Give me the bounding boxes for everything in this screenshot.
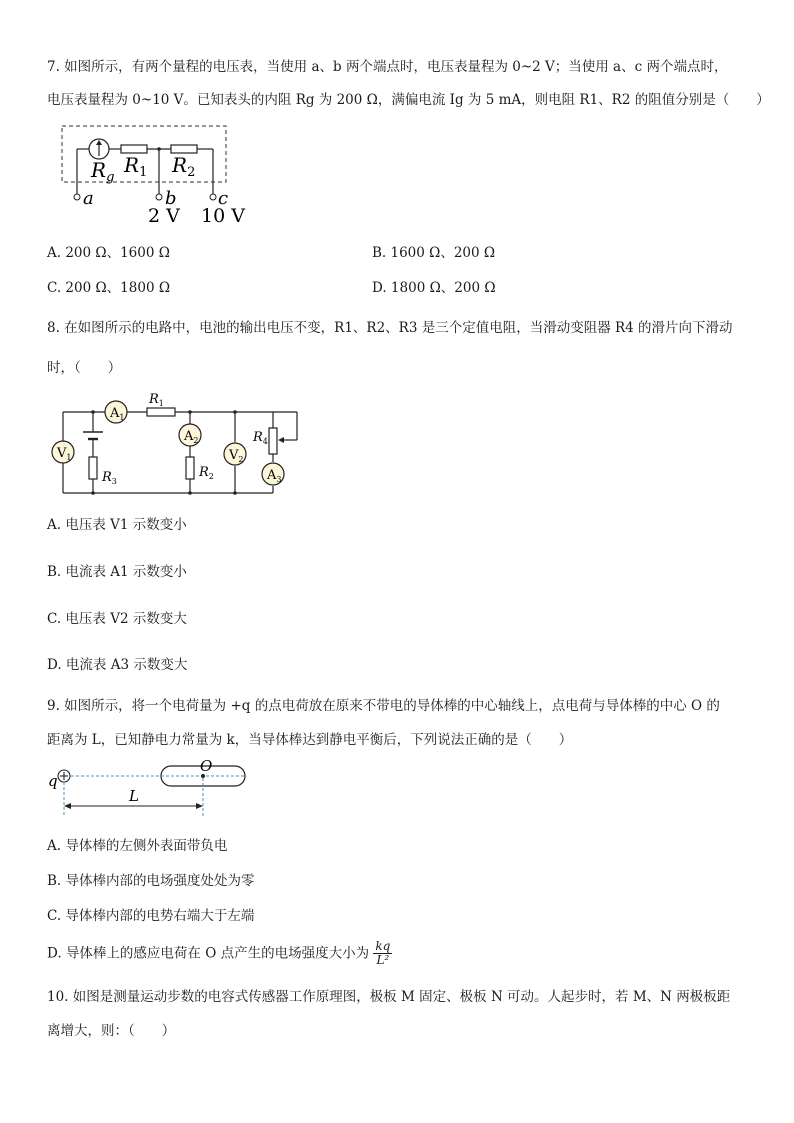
svg-text:A2: $A_2$: [184, 429, 199, 445]
q7-option-b[interactable]: B. 1600 Ω、200 Ω: [372, 245, 496, 261]
voltmeter-v2-icon: [224, 443, 246, 465]
label-r1: $R_1$: [124, 153, 148, 180]
voltmeter-v1-icon: [52, 441, 74, 463]
q8-option-d[interactable]: D. 电流表 A3 示数变大: [47, 657, 188, 673]
ammeter-a1-icon: [105, 401, 127, 423]
ammeter-a3-icon: [262, 463, 284, 485]
q7-stem-line1: 7. 如图所示，有两个量程的电压表，当使用 a、b 两个端点时，电压表量程为 0~2 V；当使用 a、c 两个端点时，: [47, 59, 728, 75]
q7-stem-line2: 电压表量程为 0~10 V。已知表头的内阻 Rg 为 200 Ω，满偏电流 Ig 为 5 mA，则电阻 R1、R2 的阻值分别是（ ）: [47, 92, 770, 108]
q8-option-c[interactable]: C. 电压表 V2 示数变大: [47, 611, 187, 627]
label-r2: $R_2$: [199, 465, 214, 481]
q8-stem-line2: 时，（ ）: [47, 360, 122, 376]
fraction-denominator: L²: [376, 953, 390, 967]
label-r1: $R_1$: [149, 392, 164, 408]
q9-option-a[interactable]: A. 导体棒的左侧外表面带负电: [47, 838, 228, 854]
q8-stem-line1: 8. 在如图所示的电路中，电池的输出电压不变，R1、R2、R3 是三个定值电阻，当滑动变阻器 R4 的滑片向下滑动: [47, 320, 733, 336]
terminal-c: [210, 194, 216, 200]
r3-resistor: [89, 457, 97, 479]
q7-option-a[interactable]: A. 200 Ω、1600 Ω: [47, 245, 170, 261]
label-r2: $R_2$: [172, 153, 196, 180]
label-10v: 10 V: [201, 205, 245, 227]
q9-option-d[interactable]: [47, 940, 392, 967]
r2-resistor: [186, 457, 194, 479]
svg-text:V1: $V_1$: [57, 446, 72, 462]
q9-option-d-text: D. 导体棒上的感应电荷在 O 点产生的电场强度大小为: [47, 945, 370, 962]
terminal-b: [156, 194, 162, 200]
label-l: L: [129, 787, 139, 805]
q7-circuit-figure: [55, 120, 255, 230]
ammeter-a2-icon: [179, 424, 201, 446]
svg-text:A1: $A_1$: [110, 406, 125, 422]
q10-stem-line1: 10. 如图是测量运动步数的电容式传感器工作原理图，极板 M 固定、极板 N 可动。人起步时，若 M、N 两极板距: [47, 989, 731, 1005]
label-r3: $R_3$: [102, 470, 117, 486]
label-c: c: [218, 188, 229, 209]
q9-conductor-figure: [45, 758, 255, 828]
svg-text:A3: $A_3$: [267, 468, 282, 484]
r1-resistor: [121, 145, 147, 153]
label-r4: $R_4$: [253, 430, 268, 446]
label-b: b: [165, 188, 177, 209]
q9-stem-line2: 距离为 L，已知静电力常量为 k，当导体棒达到静电平衡后，下列说法正确的是（ ）: [47, 732, 573, 748]
r4-resistor: [269, 428, 277, 454]
q9-option-b[interactable]: B. 导体棒内部的电场强度处处为零: [47, 873, 255, 889]
label-rg: $R_g$: [91, 158, 115, 185]
r2-resistor: [171, 145, 197, 153]
label-q: q: [48, 772, 58, 790]
r1-resistor: [147, 408, 175, 416]
terminal-a: [74, 194, 80, 200]
q8-circuit-figure: [45, 388, 310, 498]
q7-option-d[interactable]: D. 1800 Ω、200 Ω: [372, 280, 496, 296]
q9-option-c[interactable]: C. 导体棒内部的电势右端大于左端: [47, 908, 255, 924]
q7-option-c[interactable]: C. 200 Ω、1800 Ω: [47, 280, 171, 296]
svg-text:V2: $V_2$: [229, 448, 244, 464]
label-2v: 2 V: [148, 205, 180, 227]
q10-stem-line2: 离增大，则：（ ）: [47, 1023, 176, 1039]
q8-option-b[interactable]: B. 电流表 A1 示数变小: [47, 564, 187, 580]
q8-option-a[interactable]: A. 电压表 V1 示数变小: [47, 517, 187, 533]
label-o: O: [200, 758, 213, 775]
q9-option-d-fraction: [373, 940, 392, 967]
battery-icon: [83, 432, 103, 439]
fraction-numerator: kq: [375, 939, 391, 953]
label-a: a: [83, 188, 94, 209]
q9-stem-line1: 9. 如图所示，将一个电荷量为 +q 的点电荷放在原来不带电的导体棒的中心轴线上，点电荷与导体棒的中心 O 的: [47, 698, 720, 714]
